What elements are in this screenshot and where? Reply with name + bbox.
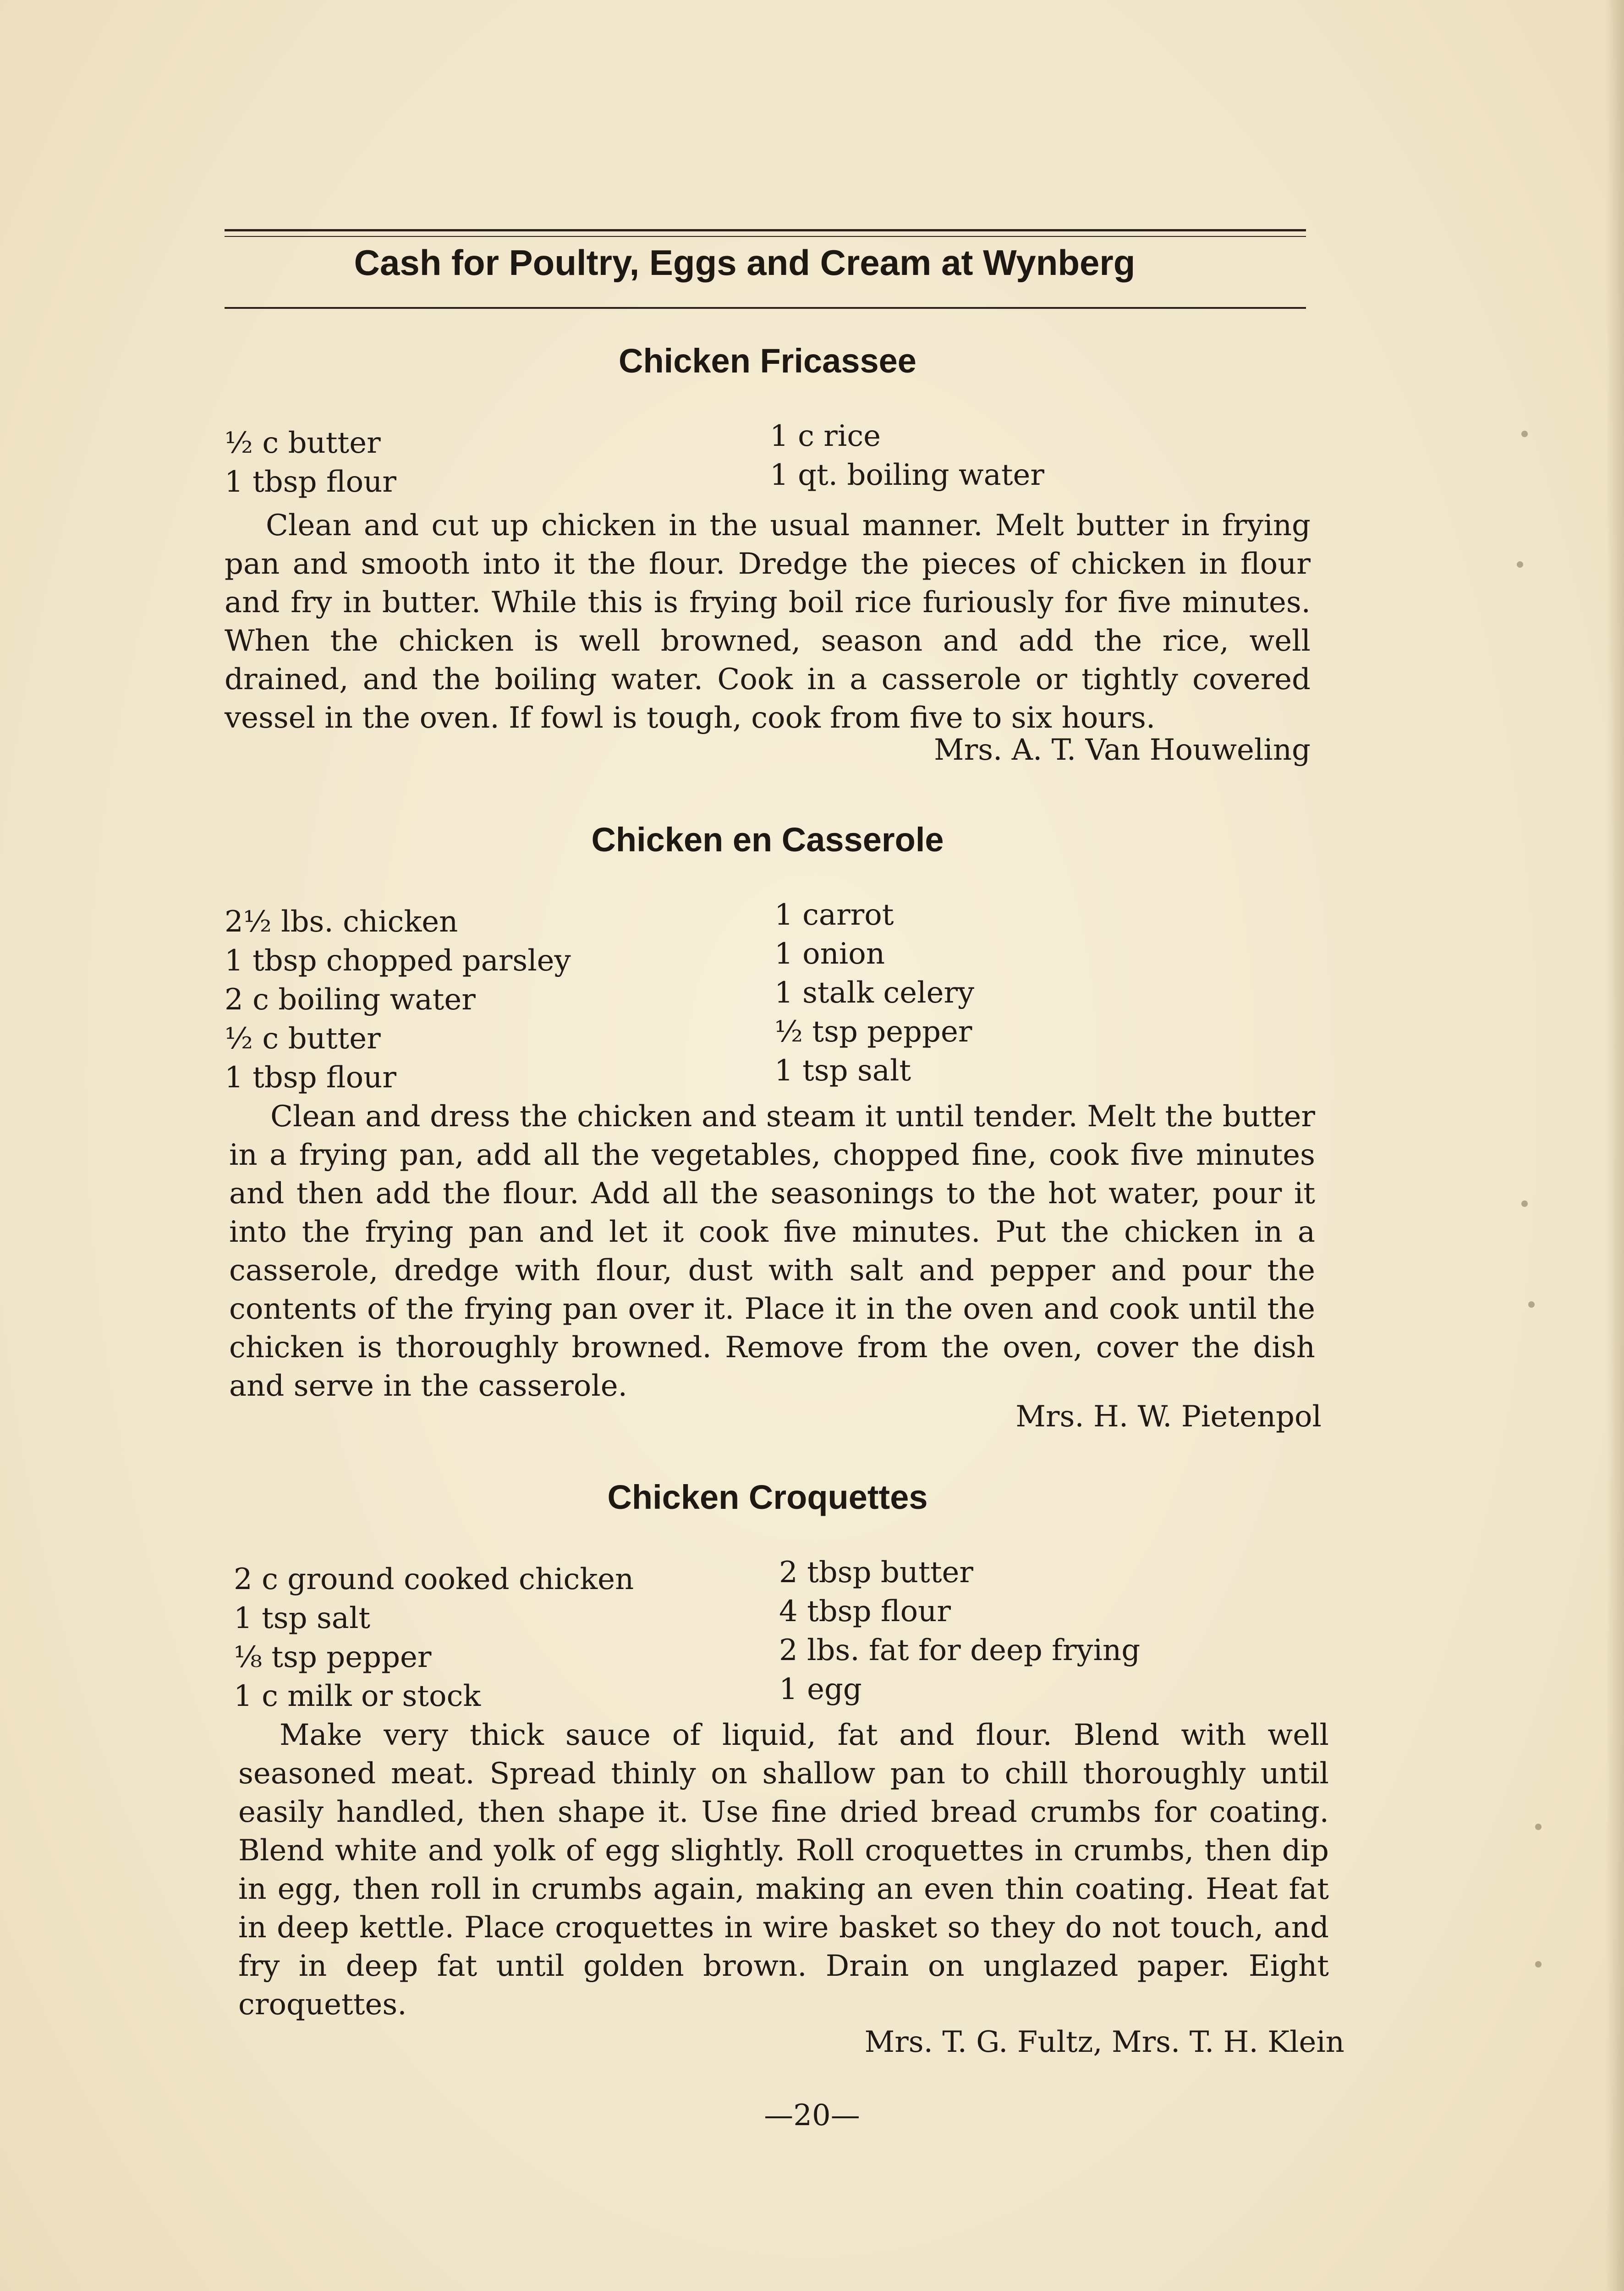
ingredient: ½ c butter (225, 1022, 381, 1056)
ingredient: 1 c rice (770, 419, 881, 453)
recipe-title: Chicken Croquettes (607, 1478, 928, 1516)
ingredient: 1 onion (774, 937, 885, 971)
ingredient: 1 egg (779, 1672, 862, 1706)
page-number: —20— (764, 2099, 860, 2132)
paper-speck (1535, 1824, 1542, 1830)
ingredient: 1 qt. boiling water (770, 458, 1044, 492)
recipe-title: Chicken Fricassee (619, 342, 916, 380)
ingredient: 1 carrot (774, 898, 894, 932)
ingredient: 1 tbsp flour (225, 465, 396, 499)
ingredient: 4 tbsp flour (779, 1595, 951, 1628)
paper-speck (1517, 561, 1523, 568)
header-rule-top (225, 229, 1306, 231)
recipe-author: Mrs. T. G. Fultz, Mrs. T. H. Klein (864, 2025, 1344, 2059)
recipe-instructions (225, 506, 1311, 737)
ingredient: ½ c butter (225, 426, 381, 460)
ingredient: 1 c milk or stock (234, 1679, 481, 1713)
paper-speck (1521, 431, 1528, 437)
recipe-title: Chicken en Casserole (591, 821, 944, 859)
recipe-instructions (238, 1716, 1329, 2024)
instructions-text: Clean and cut up chicken in the usual manner. Melt butter in frying pan and smooth into it the flour. Dredge the pieces of chicken in flour and fry in butter. While this is frying boil rice furiously for five minutes. When the chicken is well browned, season and add the rice, well drained, and the boiling water. Cook in a casserole or tightly covered vessel in the oven. If fowl is tough, cook from five to six hours. (225, 509, 1311, 735)
recipe-instructions (229, 1097, 1315, 1405)
ingredient: ½ tsp pepper (774, 1015, 972, 1049)
ingredient: 2½ lbs. chicken (225, 905, 458, 939)
paper-speck (1528, 1301, 1535, 1308)
paper-speck (1535, 1961, 1542, 1968)
paper-speck (1521, 1200, 1528, 1207)
recipe-author: Mrs. A. T. Van Houweling (934, 733, 1311, 767)
ingredient: 2 c boiling water (225, 983, 476, 1017)
ingredient: ⅛ tsp pepper (234, 1640, 432, 1674)
header-rule-top-thin (225, 236, 1306, 237)
header-title: Cash for Poultry, Eggs and Cream at Wynberg (354, 242, 1136, 283)
ingredient: 2 c ground cooked chicken (234, 1562, 634, 1596)
recipe-author: Mrs. H. W. Pietenpol (1015, 1400, 1322, 1434)
ingredient: 1 tsp salt (234, 1601, 371, 1635)
ingredient: 2 lbs. fat for deep frying (779, 1633, 1141, 1667)
header-rule-bottom (225, 307, 1306, 309)
ingredient: 1 tbsp flour (225, 1061, 396, 1095)
instructions-text: Clean and dress the chicken and steam it until tender. Melt the butter in a frying pan, add all the vegetables, chopped fine, cook five minutes and then add the flour. Add all the seasonings to the hot water, pour it into the frying pan and let it cook five minutes. Put the chicken in a casserole, dredge with flour, dust with salt and pepper and pour the contents of the frying pan over it. Place it in the oven and cook until the chicken is thoroughly browned. Remove from the oven, cover the dish and serve in the casserole. (229, 1100, 1315, 1403)
ingredient: 2 tbsp butter (779, 1556, 973, 1589)
ingredient: 1 stalk celery (774, 976, 975, 1010)
ingredient: 1 tsp salt (774, 1054, 911, 1088)
instructions-text: Make very thick sauce of liquid, fat and flour. Blend with well seasoned meat. Spread thinly on shallow pan to chill thoroughly until easily handled, then shape it. Use fine dried bread crumbs for coating. Blend white and yolk of egg slightly. Roll croquettes in crumbs, then dip in egg, then roll in crumbs again, making an even thin coating. Heat fat in deep kettle. Place croquettes in wire basket so they do not touch, and fry in deep fat until golden brown. Drain on unglazed paper. Eight croquettes. (238, 1718, 1329, 2022)
ingredient: 1 tbsp chopped parsley (225, 944, 571, 978)
